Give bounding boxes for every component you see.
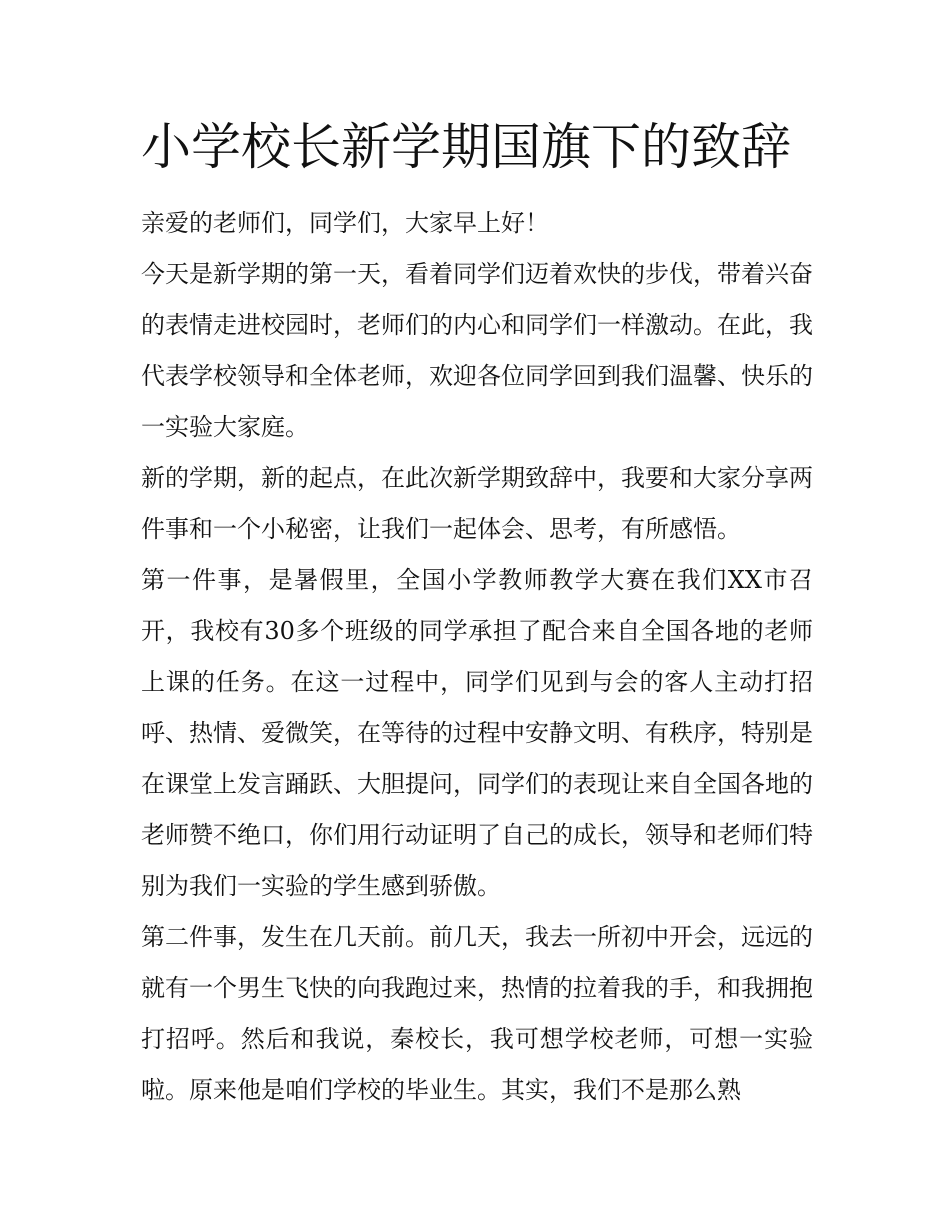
paragraph-greeting: 亲爱的老师们，同学们，大家早上好！ [141, 209, 549, 237]
paragraph-welcome: 今天是新学期的第一天，看着同学们迈着欢快的步伐，带着兴奋的表情走进校园时，老师们的内心和同学们一样激动。在此，我代表学校领导和全体老师，欢迎各位同学回到我们温馨、快乐的一实验大家庭。 [141, 260, 813, 441]
paragraph-intro: 新的学期，新的起点，在此次新学期致辞中，我要和大家分享两件事和一个小秘密，让我们一起体会、思考，有所感悟。 [141, 464, 813, 543]
paragraph-second-event: 第二件事，发生在几天前。前几天，我去一所初中开会，远远的就有一个男生飞快的向我跑过来，热情的拉着我的手，和我拥抱打招呼。然后和我说，秦校长，我可想学校老师，可想一实验啦。原来他是咱们学校的毕业生。其实，我们不是那么熟 [141, 923, 813, 1104]
paragraph-first-event: 第一件事，是暑假里，全国小学教师教学大赛在我们XX市召开，我校有30多个班级的同学承担了配合来自全国各地的老师上课的任务。在这一过程中，同学们见到与会的客人主动打招呼、热情、爱微笑，在等待的过程中安静文明、有秩序，特别是在课堂上发言踊跃、大胆提问，同学们的表现让来自全国各地的老师赞不绝口，你们用行动证明了自己的成长，领导和老师们特别为我们一实验的学生感到骄傲。 [141, 566, 813, 900]
document-title: 小学校长新学期国旗下的致辞 [141, 118, 791, 176]
document-body [141, 198, 813, 1116]
